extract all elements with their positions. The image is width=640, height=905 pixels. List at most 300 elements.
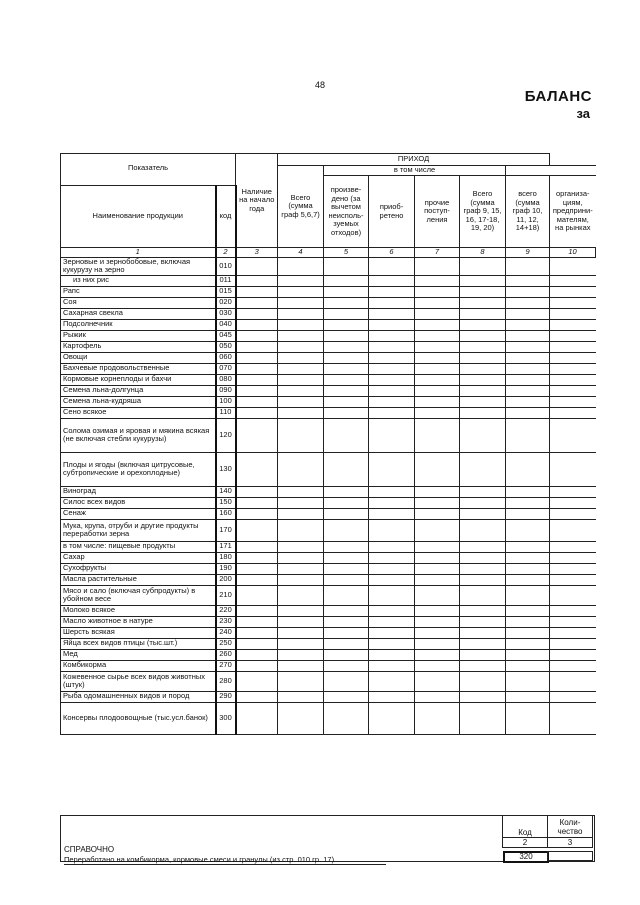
value-cell[interactable] xyxy=(324,275,369,286)
value-cell[interactable] xyxy=(506,486,550,497)
value-cell[interactable] xyxy=(550,374,596,385)
value-cell[interactable] xyxy=(236,275,278,286)
value-cell[interactable] xyxy=(415,308,460,319)
value-cell[interactable] xyxy=(460,616,506,627)
table-row xyxy=(61,660,596,671)
value-cell[interactable] xyxy=(415,257,460,275)
value-cell[interactable] xyxy=(415,319,460,330)
value-cell[interactable] xyxy=(506,341,550,352)
value-cell[interactable] xyxy=(236,638,278,649)
value-cell[interactable] xyxy=(324,649,369,660)
value-cell[interactable] xyxy=(460,702,506,734)
value-cell[interactable] xyxy=(324,297,369,308)
value-cell[interactable] xyxy=(236,396,278,407)
value-cell[interactable] xyxy=(324,396,369,407)
value-cell[interactable] xyxy=(236,385,278,396)
product-name: Кормовые корнеплоды и бахчи xyxy=(61,374,216,385)
value-cell[interactable] xyxy=(506,497,550,508)
value-cell[interactable] xyxy=(236,352,278,363)
value-cell[interactable] xyxy=(278,574,324,585)
value-cell[interactable] xyxy=(506,257,550,275)
value-cell[interactable] xyxy=(415,352,460,363)
value-cell[interactable] xyxy=(324,671,369,691)
value-cell[interactable] xyxy=(550,330,596,341)
value-cell[interactable] xyxy=(236,508,278,519)
value-cell[interactable] xyxy=(278,563,324,574)
value-cell[interactable] xyxy=(460,691,506,702)
value-cell[interactable] xyxy=(460,497,506,508)
value-cell[interactable] xyxy=(506,660,550,671)
value-cell[interactable] xyxy=(236,374,278,385)
value-cell[interactable] xyxy=(506,286,550,297)
value-cell[interactable] xyxy=(278,638,324,649)
value-cell[interactable] xyxy=(278,508,324,519)
value-cell[interactable] xyxy=(460,319,506,330)
value-cell[interactable] xyxy=(460,541,506,552)
value-cell[interactable] xyxy=(550,319,596,330)
value-cell[interactable] xyxy=(278,374,324,385)
product-name: Бахчевые продовольственные xyxy=(61,363,216,374)
value-cell[interactable] xyxy=(369,627,415,638)
value-cell[interactable] xyxy=(460,508,506,519)
value-cell[interactable] xyxy=(278,341,324,352)
value-cell[interactable] xyxy=(460,638,506,649)
value-cell[interactable] xyxy=(236,660,278,671)
value-cell[interactable] xyxy=(369,486,415,497)
value-cell[interactable] xyxy=(415,341,460,352)
column-number: 7 xyxy=(415,248,460,258)
value-cell[interactable] xyxy=(415,374,460,385)
value-cell[interactable] xyxy=(415,638,460,649)
value-cell[interactable] xyxy=(550,574,596,585)
value-cell[interactable] xyxy=(506,574,550,585)
value-cell[interactable] xyxy=(460,341,506,352)
value-cell[interactable] xyxy=(506,627,550,638)
value-cell[interactable] xyxy=(550,452,596,486)
value-cell[interactable] xyxy=(324,638,369,649)
document-title: БАЛАНС xyxy=(524,88,592,105)
value-cell[interactable] xyxy=(550,660,596,671)
value-cell[interactable] xyxy=(415,691,460,702)
value-cell[interactable] xyxy=(506,671,550,691)
value-cell[interactable] xyxy=(324,702,369,734)
value-cell[interactable] xyxy=(369,286,415,297)
value-cell[interactable] xyxy=(506,508,550,519)
value-cell[interactable] xyxy=(278,627,324,638)
value-cell[interactable] xyxy=(369,519,415,541)
value-cell[interactable] xyxy=(550,396,596,407)
value-cell[interactable] xyxy=(415,649,460,660)
value-cell[interactable] xyxy=(236,552,278,563)
header-total-in: Всего (сумма граф 5,6,7) xyxy=(278,166,324,248)
value-cell[interactable] xyxy=(460,330,506,341)
value-cell[interactable] xyxy=(236,574,278,585)
value-cell[interactable] xyxy=(550,671,596,691)
value-cell[interactable] xyxy=(278,418,324,452)
value-cell[interactable] xyxy=(236,486,278,497)
value-cell[interactable] xyxy=(236,649,278,660)
product-name: Яйца всех видов птицы (тыс.шт.) xyxy=(61,638,216,649)
product-name: Масло животное в натуре xyxy=(61,616,216,627)
value-cell[interactable] xyxy=(236,616,278,627)
reference-qty-cell[interactable] xyxy=(547,851,593,861)
value-cell[interactable] xyxy=(460,396,506,407)
value-cell[interactable] xyxy=(550,702,596,734)
value-cell[interactable] xyxy=(550,352,596,363)
value-cell[interactable] xyxy=(324,341,369,352)
value-cell[interactable] xyxy=(369,649,415,660)
product-code: 060 xyxy=(216,352,236,363)
value-cell[interactable] xyxy=(506,691,550,702)
value-cell[interactable] xyxy=(324,319,369,330)
value-cell[interactable] xyxy=(324,486,369,497)
value-cell[interactable] xyxy=(324,497,369,508)
value-cell[interactable] xyxy=(369,452,415,486)
value-cell[interactable] xyxy=(236,308,278,319)
value-cell[interactable] xyxy=(460,671,506,691)
value-cell[interactable] xyxy=(278,352,324,363)
value-cell[interactable] xyxy=(550,486,596,497)
value-cell[interactable] xyxy=(236,407,278,418)
value-cell[interactable] xyxy=(415,363,460,374)
value-cell[interactable] xyxy=(278,519,324,541)
header-income: ПРИХОД xyxy=(278,154,550,166)
value-cell[interactable] xyxy=(369,541,415,552)
value-cell[interactable] xyxy=(415,385,460,396)
value-cell[interactable] xyxy=(278,497,324,508)
value-cell[interactable] xyxy=(278,275,324,286)
value-cell[interactable] xyxy=(550,627,596,638)
product-name: Мясо и сало (включая субпродукты) в убойном весе xyxy=(61,585,216,605)
value-cell[interactable] xyxy=(460,486,506,497)
value-cell[interactable] xyxy=(415,286,460,297)
value-cell[interactable] xyxy=(324,352,369,363)
value-cell[interactable] xyxy=(369,616,415,627)
value-cell[interactable] xyxy=(506,519,550,541)
value-cell[interactable] xyxy=(278,257,324,275)
value-cell[interactable] xyxy=(506,552,550,563)
value-cell[interactable] xyxy=(506,605,550,616)
value-cell[interactable] xyxy=(236,319,278,330)
value-cell[interactable] xyxy=(369,341,415,352)
value-cell[interactable] xyxy=(415,497,460,508)
value-cell[interactable] xyxy=(278,385,324,396)
value-cell[interactable] xyxy=(415,508,460,519)
column-number: 3 xyxy=(236,248,278,258)
value-cell[interactable] xyxy=(324,691,369,702)
value-cell[interactable] xyxy=(460,418,506,452)
value-cell[interactable] xyxy=(506,452,550,486)
value-cell[interactable] xyxy=(236,519,278,541)
value-cell[interactable] xyxy=(506,363,550,374)
value-cell[interactable] xyxy=(324,660,369,671)
product-code: 040 xyxy=(216,319,236,330)
value-cell[interactable] xyxy=(278,660,324,671)
value-cell[interactable] xyxy=(550,605,596,616)
value-cell[interactable] xyxy=(236,702,278,734)
value-cell[interactable] xyxy=(369,638,415,649)
value-cell[interactable] xyxy=(324,627,369,638)
value-cell[interactable] xyxy=(415,552,460,563)
value-cell[interactable] xyxy=(324,418,369,452)
value-cell[interactable] xyxy=(506,385,550,396)
value-cell[interactable] xyxy=(550,585,596,605)
value-cell[interactable] xyxy=(506,702,550,734)
value-cell[interactable] xyxy=(506,330,550,341)
value-cell[interactable] xyxy=(369,605,415,616)
product-code: 090 xyxy=(216,385,236,396)
value-cell[interactable] xyxy=(415,660,460,671)
value-cell[interactable] xyxy=(506,563,550,574)
value-cell[interactable] xyxy=(369,385,415,396)
value-cell[interactable] xyxy=(369,396,415,407)
value-cell[interactable] xyxy=(550,497,596,508)
value-cell[interactable] xyxy=(278,702,324,734)
value-cell[interactable] xyxy=(415,330,460,341)
value-cell[interactable] xyxy=(236,418,278,452)
value-cell[interactable] xyxy=(506,649,550,660)
value-cell[interactable] xyxy=(278,330,324,341)
value-cell[interactable] xyxy=(460,286,506,297)
product-code: 250 xyxy=(216,638,236,649)
value-cell[interactable] xyxy=(278,308,324,319)
value-cell[interactable] xyxy=(550,616,596,627)
value-cell[interactable] xyxy=(369,585,415,605)
value-cell[interactable] xyxy=(278,319,324,330)
value-cell[interactable] xyxy=(236,297,278,308)
product-name: в том числе: пищевые продукты xyxy=(61,541,216,552)
value-cell[interactable] xyxy=(278,286,324,297)
value-cell[interactable] xyxy=(460,257,506,275)
value-cell[interactable] xyxy=(460,363,506,374)
value-cell[interactable] xyxy=(324,257,369,275)
value-cell[interactable] xyxy=(278,396,324,407)
product-code: 045 xyxy=(216,330,236,341)
value-cell[interactable] xyxy=(415,702,460,734)
value-cell[interactable] xyxy=(460,297,506,308)
value-cell[interactable] xyxy=(369,574,415,585)
value-cell[interactable] xyxy=(550,407,596,418)
value-cell[interactable] xyxy=(278,616,324,627)
value-cell[interactable] xyxy=(369,691,415,702)
value-cell[interactable] xyxy=(369,508,415,519)
value-cell[interactable] xyxy=(460,574,506,585)
value-cell[interactable] xyxy=(278,552,324,563)
value-cell[interactable] xyxy=(324,508,369,519)
value-cell[interactable] xyxy=(506,396,550,407)
value-cell[interactable] xyxy=(369,497,415,508)
value-cell[interactable] xyxy=(415,452,460,486)
value-cell[interactable] xyxy=(236,627,278,638)
value-cell[interactable] xyxy=(236,330,278,341)
value-cell[interactable] xyxy=(415,616,460,627)
value-cell[interactable] xyxy=(324,308,369,319)
value-cell[interactable] xyxy=(460,552,506,563)
value-cell[interactable] xyxy=(236,671,278,691)
value-cell[interactable] xyxy=(324,605,369,616)
value-cell[interactable] xyxy=(460,308,506,319)
value-cell[interactable] xyxy=(415,407,460,418)
value-cell[interactable] xyxy=(460,519,506,541)
value-cell[interactable] xyxy=(506,407,550,418)
value-cell[interactable] xyxy=(415,574,460,585)
value-cell[interactable] xyxy=(278,691,324,702)
value-cell[interactable] xyxy=(415,627,460,638)
value-cell[interactable] xyxy=(550,508,596,519)
value-cell[interactable] xyxy=(460,352,506,363)
value-cell[interactable] xyxy=(369,660,415,671)
value-cell[interactable] xyxy=(324,330,369,341)
value-cell[interactable] xyxy=(550,275,596,286)
value-cell[interactable] xyxy=(415,418,460,452)
value-cell[interactable] xyxy=(369,297,415,308)
value-cell[interactable] xyxy=(324,585,369,605)
product-code: 100 xyxy=(216,396,236,407)
value-cell[interactable] xyxy=(550,341,596,352)
value-cell[interactable] xyxy=(415,563,460,574)
value-cell[interactable] xyxy=(236,341,278,352)
value-cell[interactable] xyxy=(278,407,324,418)
value-cell[interactable] xyxy=(506,541,550,552)
value-cell[interactable] xyxy=(460,605,506,616)
value-cell[interactable] xyxy=(460,374,506,385)
value-cell[interactable] xyxy=(369,330,415,341)
value-cell[interactable] xyxy=(460,385,506,396)
column-number: 6 xyxy=(369,248,415,258)
value-cell[interactable] xyxy=(236,286,278,297)
value-cell[interactable] xyxy=(550,541,596,552)
value-cell[interactable] xyxy=(415,297,460,308)
value-cell[interactable] xyxy=(324,563,369,574)
value-cell[interactable] xyxy=(506,374,550,385)
value-cell[interactable] xyxy=(550,563,596,574)
value-cell[interactable] xyxy=(369,418,415,452)
column-number: 4 xyxy=(278,248,324,258)
value-cell[interactable] xyxy=(460,407,506,418)
value-cell[interactable] xyxy=(324,374,369,385)
value-cell[interactable] xyxy=(324,407,369,418)
value-cell[interactable] xyxy=(236,452,278,486)
value-cell[interactable] xyxy=(506,297,550,308)
value-cell[interactable] xyxy=(236,257,278,275)
value-cell[interactable] xyxy=(369,702,415,734)
product-code: 130 xyxy=(216,452,236,486)
value-cell[interactable] xyxy=(506,418,550,452)
product-name: Молоко всякое xyxy=(61,605,216,616)
value-cell[interactable] xyxy=(550,649,596,660)
value-cell[interactable] xyxy=(460,452,506,486)
value-cell[interactable] xyxy=(278,363,324,374)
value-cell[interactable] xyxy=(278,605,324,616)
document-subtitle: за xyxy=(576,106,590,121)
value-cell[interactable] xyxy=(324,363,369,374)
value-cell[interactable] xyxy=(415,605,460,616)
value-cell[interactable] xyxy=(550,363,596,374)
value-cell[interactable] xyxy=(550,308,596,319)
value-cell[interactable] xyxy=(369,257,415,275)
value-cell[interactable] xyxy=(278,486,324,497)
value-cell[interactable] xyxy=(460,627,506,638)
value-cell[interactable] xyxy=(369,407,415,418)
value-cell[interactable] xyxy=(550,418,596,452)
value-cell[interactable] xyxy=(236,563,278,574)
value-cell[interactable] xyxy=(415,396,460,407)
value-cell[interactable] xyxy=(460,275,506,286)
value-cell[interactable] xyxy=(506,319,550,330)
value-cell[interactable] xyxy=(278,452,324,486)
value-cell[interactable] xyxy=(236,541,278,552)
value-cell[interactable] xyxy=(278,297,324,308)
value-cell[interactable] xyxy=(278,671,324,691)
value-cell[interactable] xyxy=(369,374,415,385)
value-cell[interactable] xyxy=(506,616,550,627)
value-cell[interactable] xyxy=(278,585,324,605)
value-cell[interactable] xyxy=(369,552,415,563)
value-cell[interactable] xyxy=(415,519,460,541)
value-cell[interactable] xyxy=(236,605,278,616)
value-cell[interactable] xyxy=(369,363,415,374)
value-cell[interactable] xyxy=(236,691,278,702)
value-cell[interactable] xyxy=(550,552,596,563)
value-cell[interactable] xyxy=(278,649,324,660)
value-cell[interactable] xyxy=(278,541,324,552)
product-name: Рыжик xyxy=(61,330,216,341)
value-cell[interactable] xyxy=(550,691,596,702)
value-cell[interactable] xyxy=(369,275,415,286)
value-cell[interactable] xyxy=(550,297,596,308)
value-cell[interactable] xyxy=(415,275,460,286)
value-cell[interactable] xyxy=(460,585,506,605)
value-cell[interactable] xyxy=(369,671,415,691)
value-cell[interactable] xyxy=(460,660,506,671)
value-cell[interactable] xyxy=(506,638,550,649)
value-cell[interactable] xyxy=(550,257,596,275)
value-cell[interactable] xyxy=(506,275,550,286)
value-cell[interactable] xyxy=(369,308,415,319)
value-cell[interactable] xyxy=(324,519,369,541)
value-cell[interactable] xyxy=(506,585,550,605)
value-cell[interactable] xyxy=(460,563,506,574)
value-cell[interactable] xyxy=(506,352,550,363)
value-cell[interactable] xyxy=(324,385,369,396)
table-row xyxy=(61,627,596,638)
value-cell[interactable] xyxy=(236,497,278,508)
value-cell[interactable] xyxy=(324,286,369,297)
value-cell[interactable] xyxy=(550,638,596,649)
value-cell[interactable] xyxy=(324,574,369,585)
value-cell[interactable] xyxy=(324,552,369,563)
value-cell[interactable] xyxy=(506,308,550,319)
header-availability: Наличие на начало года xyxy=(236,154,278,248)
value-cell[interactable] xyxy=(369,352,415,363)
value-cell[interactable] xyxy=(369,319,415,330)
value-cell[interactable] xyxy=(369,563,415,574)
value-cell[interactable] xyxy=(236,363,278,374)
value-cell[interactable] xyxy=(415,671,460,691)
product-code: 230 xyxy=(216,616,236,627)
value-cell[interactable] xyxy=(415,585,460,605)
value-cell[interactable] xyxy=(460,649,506,660)
value-cell[interactable] xyxy=(236,585,278,605)
value-cell[interactable] xyxy=(550,286,596,297)
value-cell[interactable] xyxy=(550,385,596,396)
value-cell[interactable] xyxy=(324,541,369,552)
value-cell[interactable] xyxy=(324,452,369,486)
value-cell[interactable] xyxy=(324,616,369,627)
value-cell[interactable] xyxy=(415,541,460,552)
value-cell[interactable] xyxy=(415,486,460,497)
value-cell[interactable] xyxy=(550,519,596,541)
